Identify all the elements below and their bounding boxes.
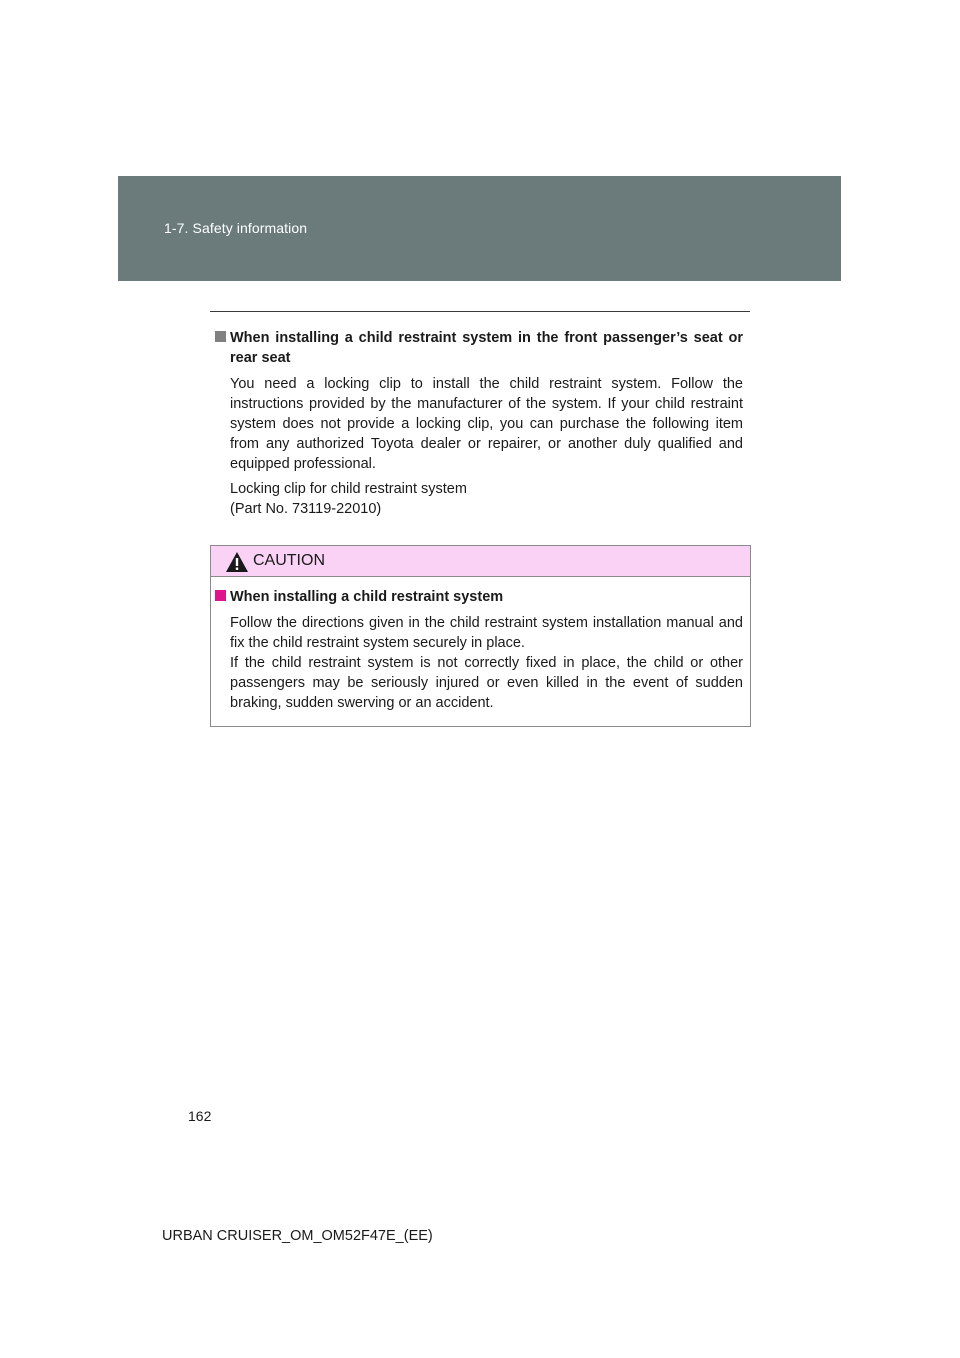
part-name: Locking clip for child restraint system: [230, 481, 467, 497]
part-number: (Part No. 73119-22010): [230, 501, 382, 517]
caution-text: [230, 613, 743, 713]
document-id: URBAN CRUISER_OM_OM52F47E_(EE): [162, 1228, 433, 1244]
square-bullet-icon: [215, 590, 226, 601]
page-number: 162: [188, 1108, 212, 1124]
square-bullet-icon: [215, 331, 226, 342]
section-divider: [210, 311, 750, 312]
section-header-bar: [118, 176, 841, 281]
content-section: [215, 328, 743, 519]
section-heading: [215, 328, 743, 368]
caution-line-1: Follow the directions given in the child restraint system installation manual and fix the child restraint system securely in place.: [230, 615, 743, 651]
section-label: 1-7. Safety information: [164, 220, 308, 236]
caution-heading: [215, 587, 743, 607]
caution-box: [210, 545, 751, 727]
caution-header: [211, 546, 750, 577]
section-heading-text: When installing a child restraint system in the front passenger’s seat or rear seat: [230, 330, 743, 366]
section-paragraph: You need a locking clip to install the child restraint system. Follow the instructions provided by the manufacturer of the system. If your child restraint system does not provide a locking clip, you can purchase the following item from any authorized Toyota dealer or repairer, or another duly qualified and equipped professional.: [230, 376, 743, 472]
caution-heading-text: When installing a child restraint system: [230, 589, 504, 605]
caution-body: [215, 587, 743, 713]
caution-line-2: If the child restraint system is not correctly fixed in place, the child or other passengers may be seriously injured or even killed in the event of sudden braking, sudden swerving or an accident.: [230, 655, 743, 711]
warning-triangle-icon: [225, 551, 249, 573]
part-info: [230, 479, 743, 519]
caution-title: CAUTION: [253, 552, 325, 569]
